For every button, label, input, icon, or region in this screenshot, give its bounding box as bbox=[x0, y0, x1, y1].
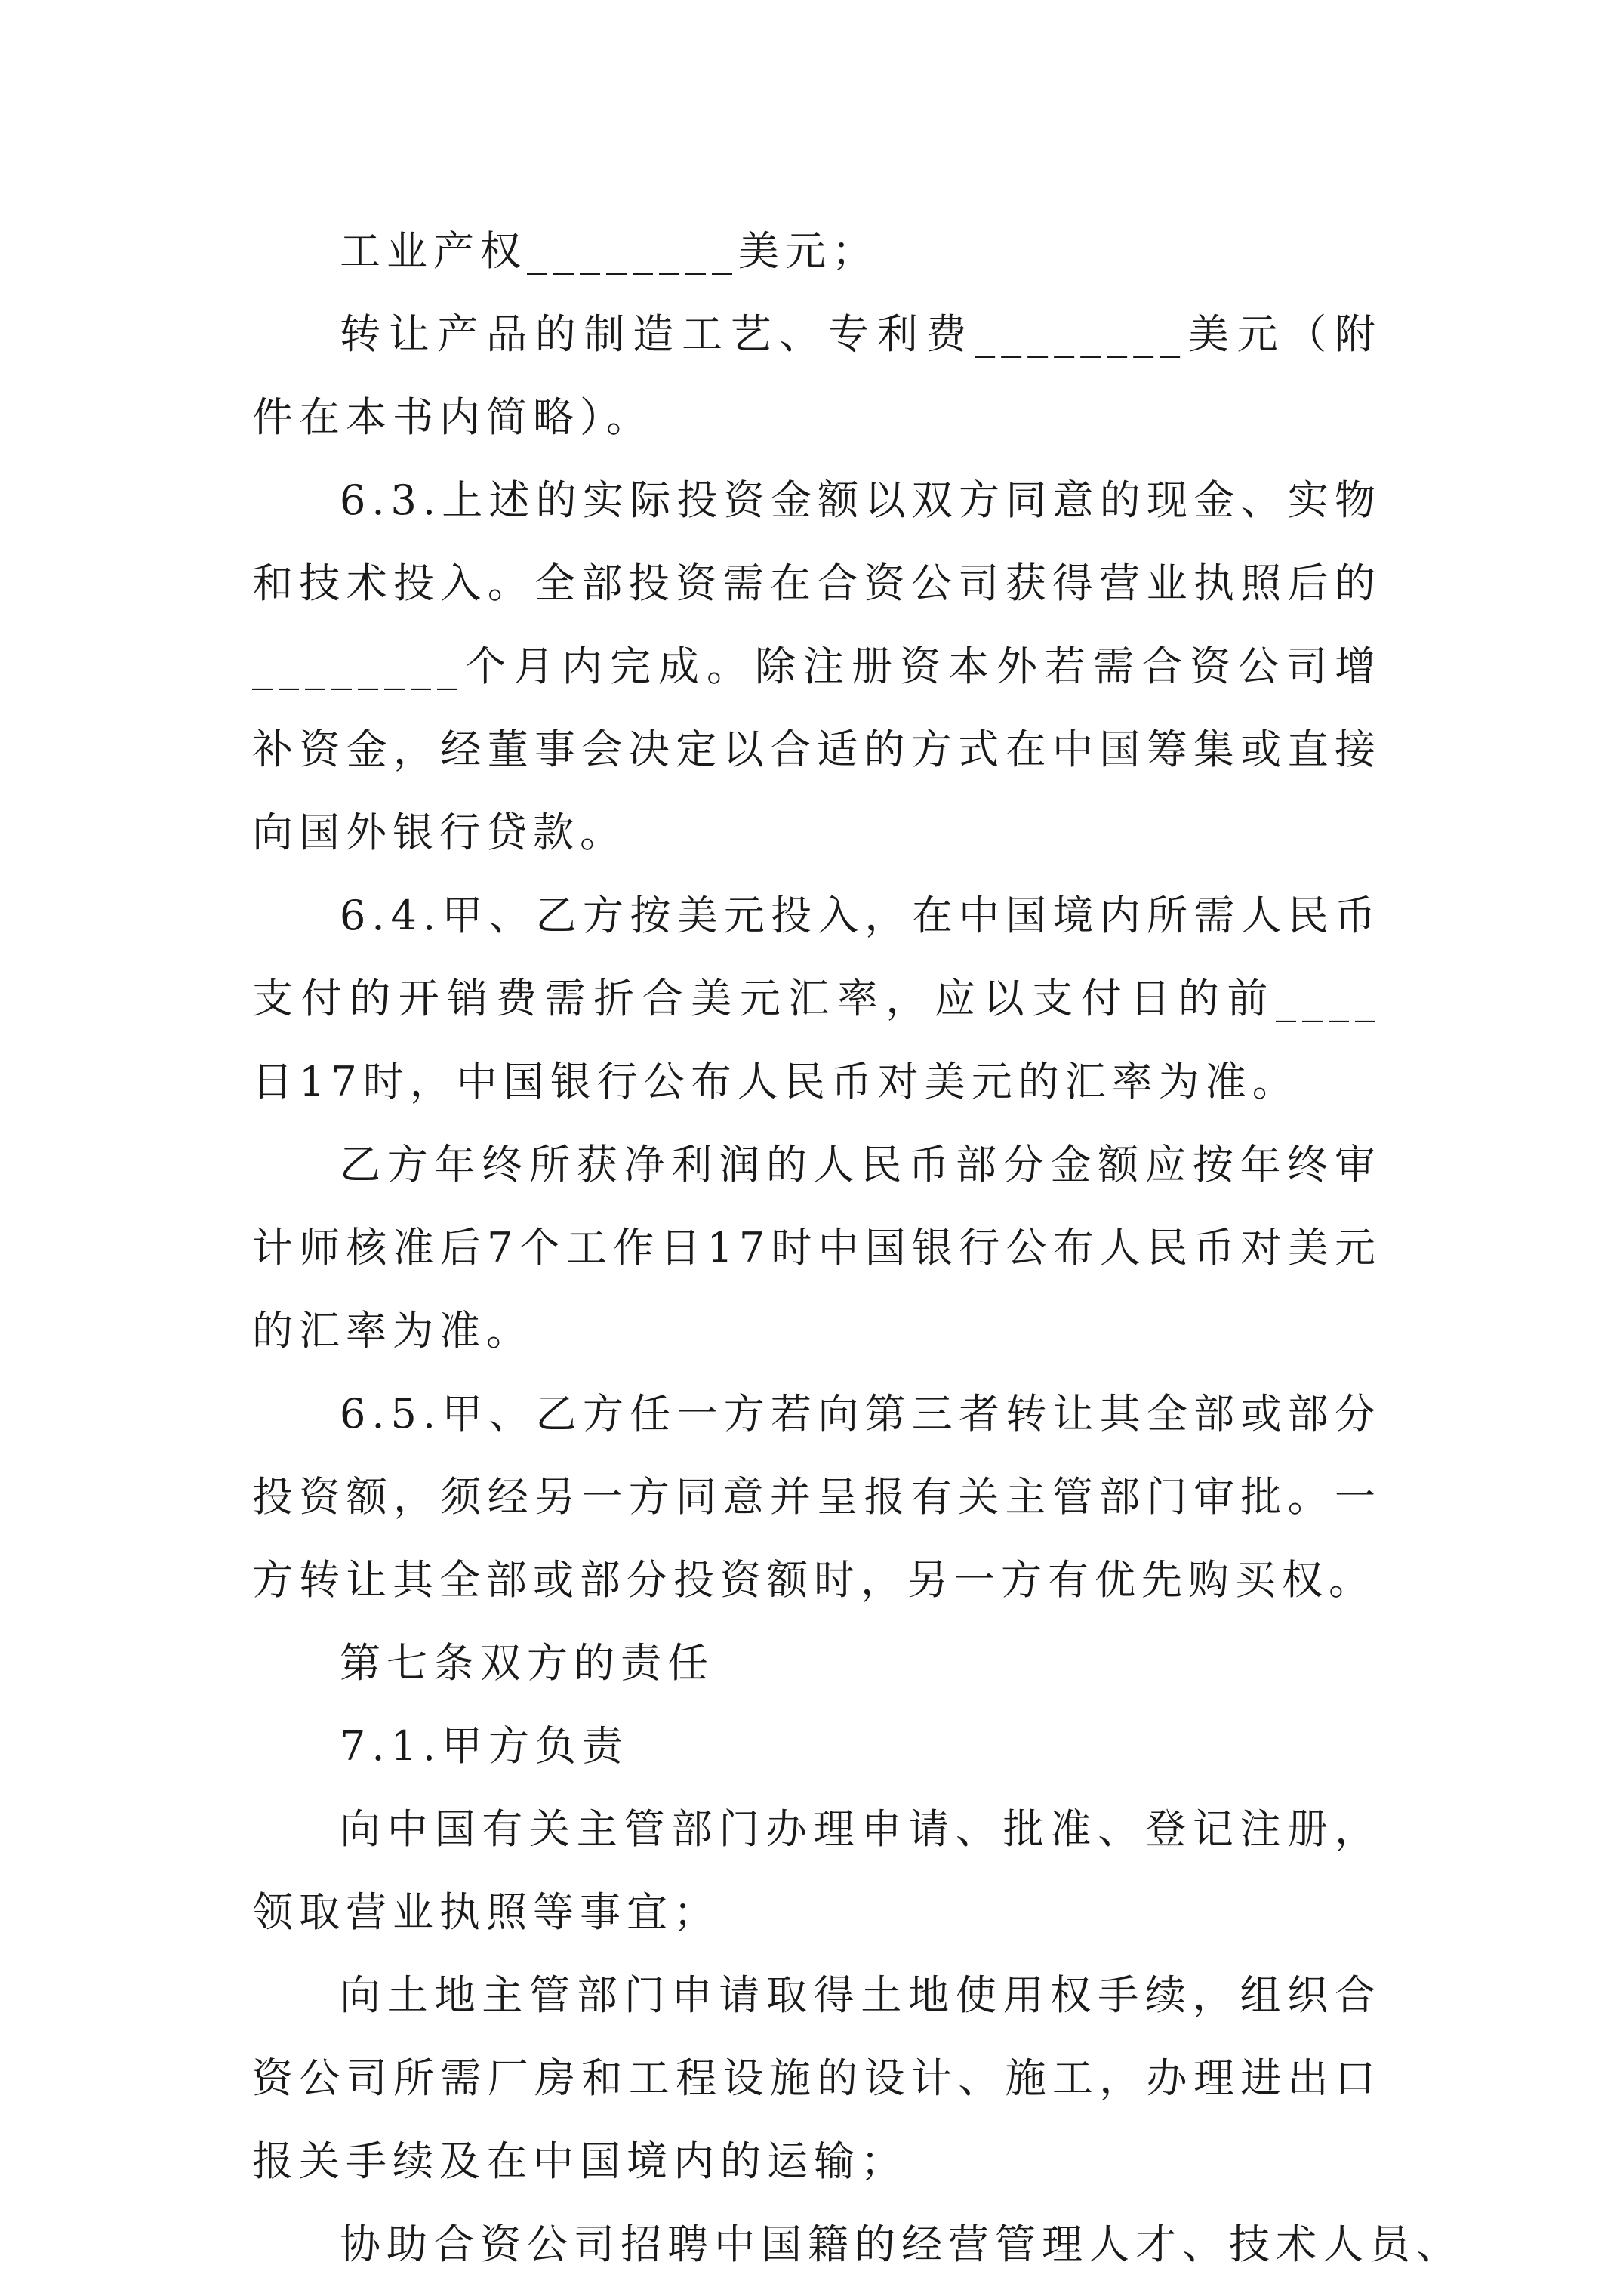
paragraph-party-b-profit: 乙方年终所获净利润的人民币部分金额应按年终审计师核准后7个工作日17时中国银行公布人民币对美元的汇率为准。 bbox=[252, 1141, 1381, 1354]
paragraph-6-4-exchange-rate: 6.4.甲、乙方按美元投入，在中国境内所需人民币支付的开销费需折合美元汇率，应以支付日的前____日17时，中国银行公布人民币对美元的汇率为准。 bbox=[252, 892, 1381, 1105]
paragraph-industrial-property: 工业产权________美元； bbox=[340, 227, 879, 275]
paragraph-6-3-investment: 6.3.上述的实际投资金额以双方同意的现金、实物和技术投入。全部投资需在合资公司获得营业执照后的________个月内完成。除注册资本外若需合资公司增补资金，经董事会决定以合适的方式在中国筹集或直接向国外银行贷款。 bbox=[252, 476, 1381, 856]
paragraph-land-use: 向土地主管部门申请取得土地使用权手续，组织合资公司所需厂房和工程设施的设计、施工，办理进出口报关手续及在中国境内的运输； bbox=[252, 1971, 1381, 2185]
paragraph-recruitment: 协助合资公司招聘中国籍的经营管理人才、技术人员、 bbox=[340, 2220, 1463, 2268]
heading-article-7: 第七条双方的责任 bbox=[340, 1639, 714, 1687]
paragraph-transfer-process-fee: 转让产品的制造工艺、专利费________美元（附件在本书内简略）。 bbox=[252, 310, 1381, 441]
paragraph-6-5-transfer: 6.5.甲、乙方任一方若向第三者转让其全部或部分投资额，须经另一方同意并呈报有关主管部门审批。一方转让其全部或部分投资额时，另一方有优先购买权。 bbox=[252, 1390, 1381, 1604]
heading-7-1-party-a: 7.1.甲方负责 bbox=[340, 1722, 630, 1770]
paragraph-registration: 向中国有关主管部门办理申请、批准、登记注册，领取营业执照等事宜； bbox=[252, 1805, 1381, 1936]
document-body bbox=[252, 210, 1463, 2286]
